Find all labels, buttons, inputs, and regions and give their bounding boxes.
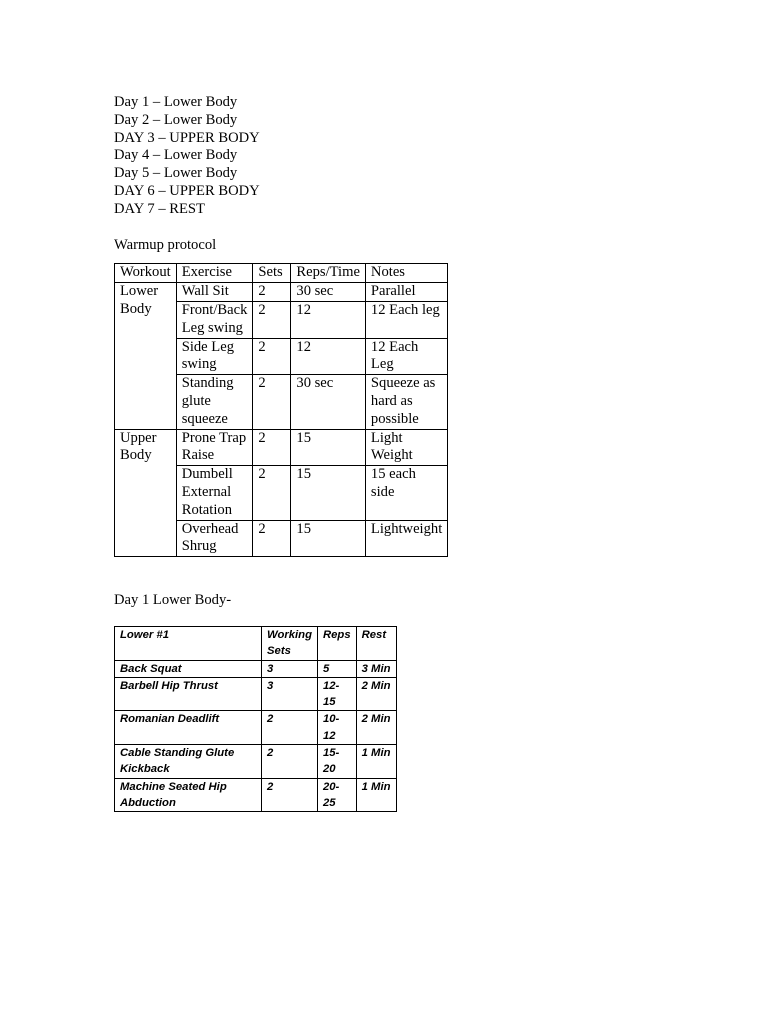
header-cell: Sets xyxy=(253,264,291,283)
sets-cell: 2 xyxy=(262,778,318,812)
exercise-cell: Prone Trap Raise xyxy=(176,429,253,466)
exercise-cell: Dumbell External Rotation xyxy=(176,466,253,520)
sets-cell: 3 xyxy=(262,677,318,711)
day1-lower-table xyxy=(114,626,397,812)
exercise-cell: Machine Seated Hip Abduction xyxy=(115,778,262,812)
sets-cell: 2 xyxy=(253,429,291,466)
notes-cell: 12 Each Leg xyxy=(365,338,447,375)
header-cell: Reps/Time xyxy=(291,264,366,283)
weekly-schedule xyxy=(114,94,674,219)
reps-cell: 15 xyxy=(291,520,366,557)
document-page xyxy=(114,94,674,812)
notes-cell: Lightweight xyxy=(365,520,447,557)
exercise-cell: Standing glute squeeze xyxy=(176,375,253,429)
rest-cell: 2 Min xyxy=(356,677,396,711)
header-cell: Notes xyxy=(365,264,447,283)
exercise-cell: Back Squat xyxy=(115,660,262,677)
sets-cell: 2 xyxy=(253,375,291,429)
schedule-line: Day 1 – Lower Body xyxy=(114,94,238,110)
warmup-heading: Warmup protocol xyxy=(114,236,217,253)
schedule-line: Day 2 – Lower Body xyxy=(114,111,238,128)
reps-cell: 5 xyxy=(317,660,356,677)
rest-cell: 3 Min xyxy=(356,660,396,677)
rest-cell: 1 Min xyxy=(356,778,396,812)
notes-cell: 12 Each leg xyxy=(365,301,447,338)
reps-cell: 30 sec xyxy=(291,375,366,429)
schedule-line: DAY 3 – UPPER BODY xyxy=(114,129,260,146)
reps-cell: 15-20 xyxy=(317,745,356,779)
table-header-row xyxy=(115,626,397,660)
table-header-row xyxy=(115,264,448,283)
reps-cell: 12 xyxy=(291,301,366,338)
day1-heading: Day 1 Lower Body- xyxy=(114,592,232,609)
schedule-line: DAY 6 – UPPER BODY xyxy=(114,182,260,199)
rest-cell: 2 Min xyxy=(356,711,396,745)
exercise-cell: Barbell Hip Thrust xyxy=(115,677,262,711)
exercise-cell: Cable Standing Glute Kickback xyxy=(115,745,262,779)
header-cell: Exercise xyxy=(176,264,253,283)
sets-cell: 3 xyxy=(262,660,318,677)
table-row xyxy=(115,778,397,812)
exercise-cell: Side Leg swing xyxy=(176,338,253,375)
reps-cell: 20-25 xyxy=(317,778,356,812)
warmup-table xyxy=(114,263,448,557)
schedule-line: Day 5 – Lower Body xyxy=(114,165,238,182)
header-cell: Working Sets xyxy=(262,626,318,660)
workout-group-upper: Upper Body xyxy=(115,429,177,557)
schedule-line: Day 4 – Lower Body xyxy=(114,147,238,164)
sets-cell: 2 xyxy=(253,283,291,302)
notes-cell: Light Weight xyxy=(365,429,447,466)
schedule-line: DAY 7 – REST xyxy=(114,200,205,217)
header-cell: Lower #1 xyxy=(115,626,262,660)
reps-cell: 10-12 xyxy=(317,711,356,745)
table-row xyxy=(115,745,397,779)
header-cell: Rest xyxy=(356,626,396,660)
sets-cell: 2 xyxy=(253,520,291,557)
reps-cell: 12 xyxy=(291,338,366,375)
notes-cell: Squeeze as hard as possible xyxy=(365,375,447,429)
table-row xyxy=(115,711,397,745)
reps-cell: 30 sec xyxy=(291,283,366,302)
sets-cell: 2 xyxy=(253,338,291,375)
notes-cell: Parallel xyxy=(365,283,447,302)
exercise-cell: Wall Sit xyxy=(176,283,253,302)
workout-group-lower: Lower Body xyxy=(115,283,177,429)
table-row xyxy=(115,677,397,711)
sets-cell: 2 xyxy=(262,745,318,779)
exercise-cell: Front/Back Leg swing xyxy=(176,301,253,338)
sets-cell: 2 xyxy=(253,301,291,338)
rest-cell: 1 Min xyxy=(356,745,396,779)
reps-cell: 15 xyxy=(291,466,366,520)
sets-cell: 2 xyxy=(262,711,318,745)
reps-cell: 15 xyxy=(291,429,366,466)
sets-cell: 2 xyxy=(253,466,291,520)
table-row xyxy=(115,429,448,466)
header-cell: Workout xyxy=(115,264,177,283)
exercise-cell: Romanian Deadlift xyxy=(115,711,262,745)
table-row xyxy=(115,283,448,302)
exercise-cell: Overhead Shrug xyxy=(176,520,253,557)
table-row xyxy=(115,660,397,677)
reps-cell: 12-15 xyxy=(317,677,356,711)
header-cell: Reps xyxy=(317,626,356,660)
notes-cell: 15 each side xyxy=(365,466,447,520)
